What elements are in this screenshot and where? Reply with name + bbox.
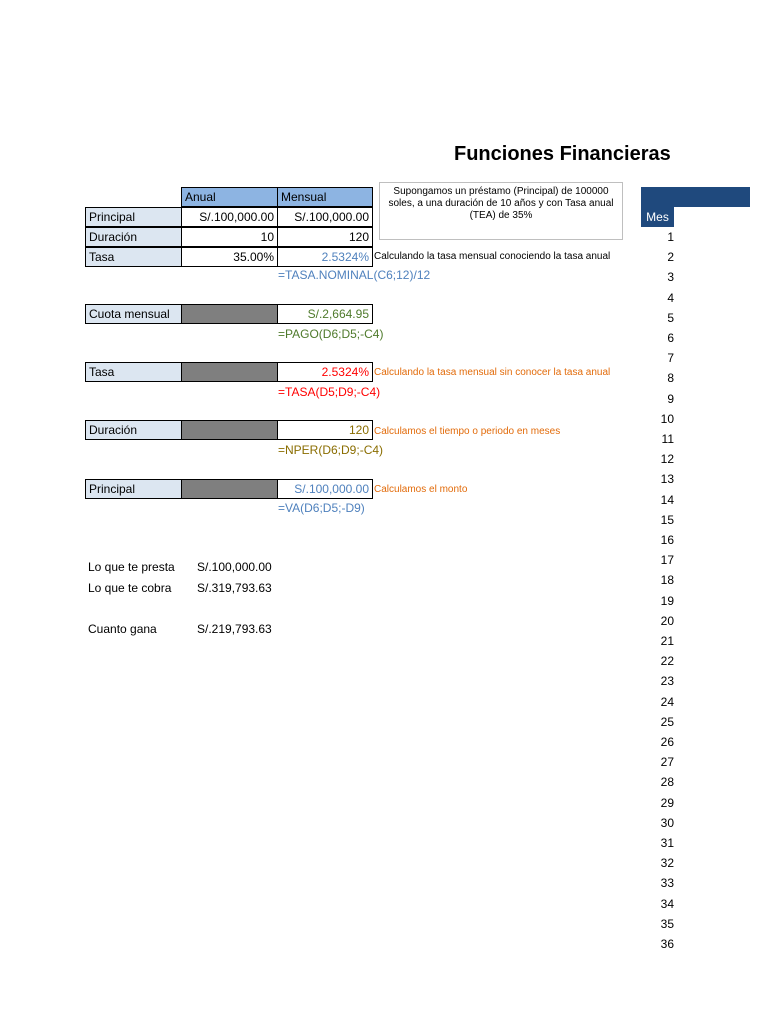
mes-number[interactable]: 23 xyxy=(660,674,674,689)
mes-number[interactable]: 32 xyxy=(660,856,674,871)
mes-number[interactable]: 31 xyxy=(660,836,674,850)
mes-number[interactable]: 18 xyxy=(660,573,674,588)
mes-number[interactable]: 14 xyxy=(660,492,674,507)
label-principal[interactable]: Principal xyxy=(85,207,182,227)
mes-number[interactable]: 24 xyxy=(660,694,674,709)
cell-principal-anual[interactable]: S/.100,000.00 xyxy=(181,207,278,227)
summary-presta-value: S/.100,000.00 xyxy=(197,560,272,574)
formula-va: =VA(D6;D5;-D9) xyxy=(278,501,365,515)
mes-number[interactable]: 30 xyxy=(660,815,674,830)
comment-principal: Calculamos el monto xyxy=(374,484,468,495)
summary-gana-label: Cuanto gana xyxy=(88,622,157,636)
mes-number[interactable]: 11 xyxy=(661,432,674,446)
summary-cobra-value: S/.319,793.63 xyxy=(197,581,272,595)
mes-number[interactable]: 20 xyxy=(660,613,674,628)
mes-number[interactable]: 6 xyxy=(667,331,674,345)
comment-tasa-nominal: Calculando la tasa mensual conociendo la tasa anual xyxy=(374,251,611,262)
formula-tasa: =TASA(D5;D9;-C4) xyxy=(278,385,381,399)
cell-principal-empty[interactable] xyxy=(181,479,278,499)
label-cuota-mensual[interactable]: Cuota mensual xyxy=(85,304,182,324)
note-box: Supongamos un préstamo (Principal) de 100000 soles, a una duración de 10 años y con Tasa anual (TEA) de 35% xyxy=(379,182,623,240)
cell-duracion-anual[interactable]: 10 xyxy=(181,227,278,247)
header-anual[interactable]: Anual xyxy=(181,187,278,207)
mes-number[interactable]: 35 xyxy=(660,916,674,931)
comment-duracion: Calculamos el tiempo o periodo en meses xyxy=(374,426,561,437)
mes-number[interactable]: 13 xyxy=(660,472,674,487)
mes-number[interactable]: 3 xyxy=(667,270,674,285)
summary-presta-label: Lo que te presta xyxy=(88,560,175,574)
mes-number[interactable]: 8 xyxy=(667,371,674,386)
summary-gana-value: S/.219,793.63 xyxy=(197,622,272,636)
cell-principal-mensual[interactable]: S/.100,000.00 xyxy=(277,207,373,227)
formula-nper: =NPER(D6;D9;-C4) xyxy=(278,443,384,457)
cell-tasa-value[interactable]: 2.5324% xyxy=(277,362,373,382)
label-duracion-2[interactable]: Duración xyxy=(85,420,182,440)
mes-number[interactable]: 17 xyxy=(660,553,674,568)
header-mensual[interactable]: Mensual xyxy=(277,187,373,207)
mes-number[interactable]: 34 xyxy=(660,896,674,911)
mes-header-bar xyxy=(641,187,750,207)
label-tasa-2[interactable]: Tasa xyxy=(85,362,182,382)
mes-number[interactable]: 27 xyxy=(660,755,674,770)
mes-number[interactable]: 9 xyxy=(667,391,674,406)
mes-number[interactable]: 10 xyxy=(660,411,674,426)
mes-number[interactable]: 26 xyxy=(660,735,674,749)
formula-pago: =PAGO(D6;D5;-C4) xyxy=(278,327,384,341)
mes-number[interactable]: 25 xyxy=(660,714,674,729)
cell-duracion-mensual[interactable]: 120 xyxy=(277,227,373,247)
cell-cuota-empty[interactable] xyxy=(181,304,278,324)
mes-header[interactable]: Mes xyxy=(641,207,674,227)
mes-number[interactable]: 4 xyxy=(667,290,674,305)
mes-number[interactable]: 29 xyxy=(660,795,674,810)
mes-number[interactable]: 5 xyxy=(667,310,674,325)
mes-number[interactable]: 15 xyxy=(660,512,674,527)
label-tasa[interactable]: Tasa xyxy=(85,247,182,267)
cell-duracion-value[interactable]: 120 xyxy=(277,420,373,440)
page-title: Funciones Financieras xyxy=(454,143,671,165)
mes-number[interactable]: 1 xyxy=(667,230,674,244)
mes-number[interactable]: 7 xyxy=(667,351,674,366)
mes-number[interactable]: 2 xyxy=(667,250,674,265)
label-duracion[interactable]: Duración xyxy=(85,227,182,247)
cell-duracion-empty[interactable] xyxy=(181,420,278,440)
mes-number[interactable]: 36 xyxy=(660,937,674,951)
comment-tasa: Calculando la tasa mensual sin conocer la tasa anual xyxy=(374,367,611,378)
cell-tasa-empty[interactable] xyxy=(181,362,278,382)
cell-tasa-anual[interactable]: 35.00% xyxy=(181,247,278,267)
mes-number[interactable]: 19 xyxy=(660,593,674,608)
mes-number[interactable]: 16 xyxy=(660,533,674,547)
cell-cuota-value[interactable]: S/.2,664.95 xyxy=(277,304,373,324)
mes-number[interactable]: 33 xyxy=(660,876,674,891)
mes-number[interactable]: 22 xyxy=(660,654,674,669)
summary-cobra-label: Lo que te cobra xyxy=(88,581,172,595)
cell-principal-value[interactable]: S/.100,000.00 xyxy=(277,479,373,499)
formula-tasa-nominal: =TASA.NOMINAL(C6;12)/12 xyxy=(278,268,431,282)
mes-number[interactable]: 28 xyxy=(660,775,674,790)
cell-tasa-mensual[interactable]: 2.5324% xyxy=(277,247,373,267)
label-principal-2[interactable]: Principal xyxy=(85,479,182,499)
mes-number[interactable]: 21 xyxy=(660,634,674,648)
mes-number[interactable]: 12 xyxy=(660,452,674,467)
